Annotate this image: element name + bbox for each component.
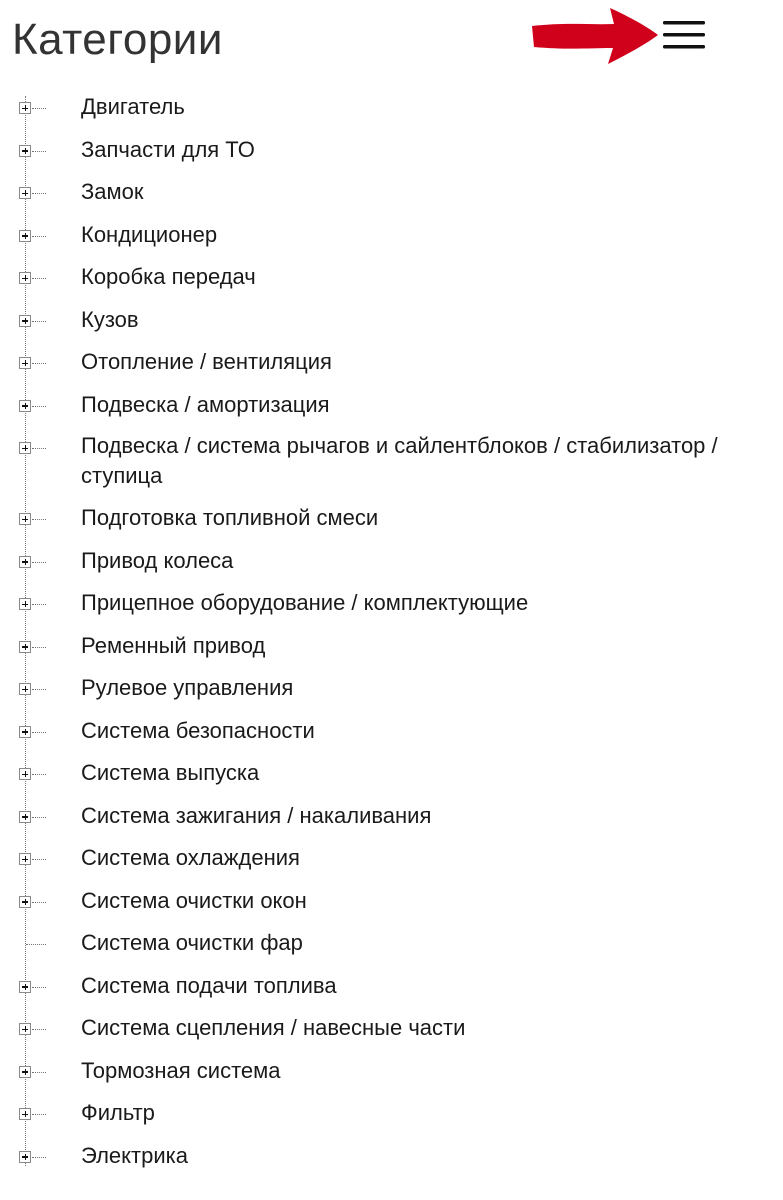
tree-connector: [32, 363, 46, 364]
tree-connector: [32, 902, 46, 903]
category-label[interactable]: Кузов: [81, 306, 139, 332]
plus-box-icon[interactable]: [19, 315, 31, 327]
tree-connector: [32, 448, 46, 449]
tree-connector: [32, 1157, 46, 1158]
category-label[interactable]: Ременный привод: [81, 632, 266, 658]
category-item[interactable]: [0, 1050, 783, 1093]
tree-connector: [32, 732, 46, 733]
category-label[interactable]: Отопление / вентиляция: [81, 349, 332, 374]
category-label[interactable]: Система сцепления / навесные части: [81, 1015, 466, 1040]
tree-connector: [32, 604, 46, 605]
category-item[interactable]: [0, 752, 783, 795]
category-label[interactable]: Привод колеса: [81, 547, 234, 573]
tree-connector: [26, 944, 46, 945]
category-label[interactable]: Система охлаждения: [81, 845, 300, 870]
tree-connector: [32, 108, 46, 109]
category-item[interactable]: [0, 129, 783, 172]
category-item[interactable]: [0, 497, 783, 540]
category-label[interactable]: Система подачи топлива: [81, 972, 337, 998]
plus-box-icon[interactable]: [19, 1066, 31, 1078]
category-item[interactable]: [0, 171, 783, 214]
category-label[interactable]: Кондиционер: [81, 221, 218, 247]
category-item[interactable]: [0, 1135, 783, 1178]
category-item[interactable]: [0, 256, 783, 299]
category-label[interactable]: Подвеска / система рычагов и сайлентблоков / стабилизатор / ступица: [81, 433, 718, 488]
arrow-right-icon: [528, 4, 662, 66]
category-label[interactable]: Подвеска / амортизация: [81, 391, 330, 417]
tree-connector: [32, 817, 46, 818]
category-label[interactable]: Электрика: [81, 1142, 188, 1168]
hamburger-menu-icon[interactable]: [658, 16, 710, 56]
plus-box-icon[interactable]: [19, 896, 31, 908]
plus-box-icon[interactable]: [19, 556, 31, 568]
tree-connector: [32, 151, 46, 152]
category-label[interactable]: Замок: [81, 179, 144, 204]
tree-connector: [32, 774, 46, 775]
tree-connector: [32, 647, 46, 648]
category-label[interactable]: Двигатель: [81, 94, 185, 119]
category-item[interactable]: [0, 667, 783, 710]
category-label[interactable]: Прицепное оборудование / комплектующие: [81, 590, 529, 615]
plus-box-icon[interactable]: [19, 400, 31, 412]
plus-box-icon[interactable]: [19, 513, 31, 525]
category-item[interactable]: [0, 795, 783, 838]
category-item[interactable]: [0, 837, 783, 880]
plus-box-icon[interactable]: [19, 1023, 31, 1035]
category-item[interactable]: [0, 540, 783, 583]
plus-box-icon[interactable]: [19, 598, 31, 610]
category-item[interactable]: [0, 426, 783, 497]
page-title: Категории: [12, 15, 223, 64]
category-label[interactable]: Система очистки окон: [81, 887, 307, 913]
category-label[interactable]: Система очистки фар: [81, 930, 303, 955]
category-item[interactable]: [0, 384, 783, 427]
tree-connector: [32, 859, 46, 860]
plus-box-icon[interactable]: [19, 683, 31, 695]
category-item[interactable]: [0, 1007, 783, 1050]
plus-box-icon[interactable]: [19, 230, 31, 242]
category-item[interactable]: [0, 922, 783, 965]
category-label[interactable]: Система зажигания / накаливания: [81, 802, 432, 828]
tree-connector: [32, 562, 46, 563]
category-item[interactable]: [0, 1092, 783, 1135]
tree-connector: [32, 987, 46, 988]
category-label[interactable]: Подготовка топливной смеси: [81, 505, 379, 530]
category-item[interactable]: [0, 625, 783, 668]
plus-box-icon[interactable]: [19, 272, 31, 284]
plus-box-icon[interactable]: [19, 442, 31, 454]
category-label[interactable]: Система выпуска: [81, 760, 260, 785]
tree-connector: [32, 193, 46, 194]
category-label[interactable]: Тормозная система: [81, 1057, 281, 1083]
category-item[interactable]: [0, 341, 783, 384]
tree-connector: [32, 321, 46, 322]
category-label[interactable]: Рулевое управления: [81, 675, 294, 700]
category-label[interactable]: Фильтр: [81, 1100, 155, 1125]
category-item[interactable]: [0, 880, 783, 923]
plus-box-icon[interactable]: [19, 811, 31, 823]
tree-connector: [32, 1072, 46, 1073]
plus-box-icon[interactable]: [19, 853, 31, 865]
plus-box-icon[interactable]: [19, 357, 31, 369]
tree-connector: [32, 236, 46, 237]
category-label[interactable]: Коробка передач: [81, 264, 256, 289]
tree-connector: [32, 519, 46, 520]
category-item[interactable]: [0, 86, 783, 129]
plus-box-icon[interactable]: [19, 641, 31, 653]
plus-box-icon[interactable]: [19, 726, 31, 738]
plus-box-icon[interactable]: [19, 187, 31, 199]
category-item[interactable]: [0, 214, 783, 257]
category-label[interactable]: Система безопасности: [81, 717, 315, 743]
category-item[interactable]: [0, 965, 783, 1008]
category-item[interactable]: [0, 299, 783, 342]
category-label[interactable]: Запчасти для ТО: [81, 136, 255, 162]
tree-connector: [32, 1114, 46, 1115]
plus-box-icon[interactable]: [19, 1151, 31, 1163]
tree-connector: [32, 406, 46, 407]
category-item[interactable]: [0, 582, 783, 625]
plus-box-icon[interactable]: [19, 981, 31, 993]
plus-box-icon[interactable]: [19, 145, 31, 157]
category-tree: [0, 86, 783, 1177]
category-item[interactable]: [0, 710, 783, 753]
plus-box-icon[interactable]: [19, 1108, 31, 1120]
plus-box-icon[interactable]: [19, 102, 31, 114]
tree-connector: [32, 1029, 46, 1030]
tree-connector: [32, 278, 46, 279]
plus-box-icon[interactable]: [19, 768, 31, 780]
tree-connector: [32, 689, 46, 690]
